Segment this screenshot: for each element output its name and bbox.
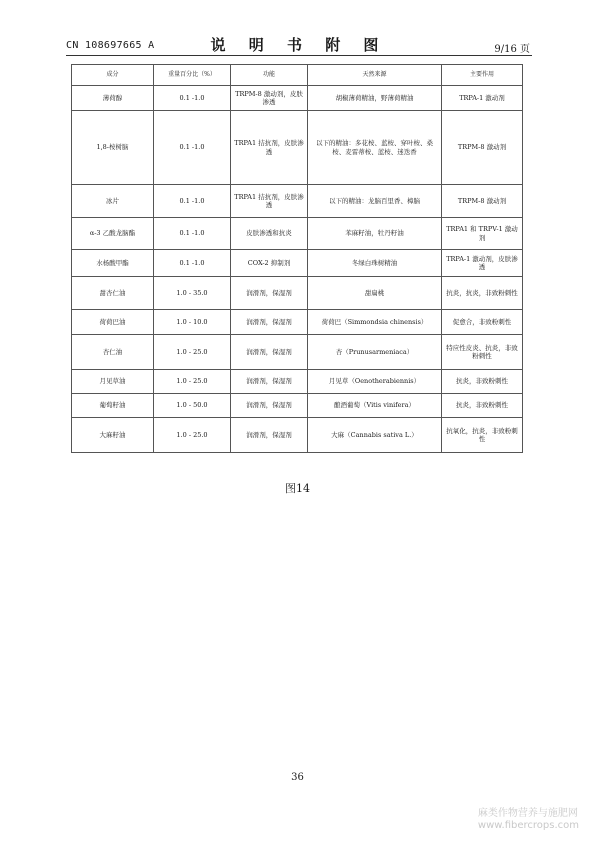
table-cell: 润滑剂，保湿剂	[231, 310, 308, 335]
table-cell: COX-2 抑制剂	[231, 250, 308, 277]
page-header	[66, 33, 532, 56]
table-row	[72, 310, 523, 335]
table-cell: 抗炎，非致粉刺性	[442, 394, 523, 418]
table-cell: 1.0 - 50.0	[154, 394, 231, 418]
table-cell: TRPA1 和 TRPV-1 激动剂	[442, 218, 523, 250]
table-cell: 抗氧化，抗炎，非致粉刺性	[442, 418, 523, 453]
table-cell: 大麻籽油	[72, 418, 154, 453]
table-cell: 水杨酸甲酯	[72, 250, 154, 277]
watermark	[478, 808, 579, 832]
table-cell: 胡椒薄荷精油，野薄荷精油	[308, 86, 442, 111]
table-row	[72, 370, 523, 394]
table-cell: 0.1 -1.0	[154, 185, 231, 218]
table-row	[72, 277, 523, 310]
table-cell: 月见草（Oenotherabiennis）	[308, 370, 442, 394]
column-header-function: 功能	[231, 65, 308, 86]
table-cell: TRPM-8 激动剂	[442, 111, 523, 185]
table-cell: TRPA-1 激动剂	[442, 86, 523, 111]
table-row	[72, 335, 523, 370]
figure-caption: 图14	[285, 482, 310, 495]
table-cell: 0.1 -1.0	[154, 250, 231, 277]
table-cell: 1.0 - 25.0	[154, 418, 231, 453]
table-cell: 薄荷醇	[72, 86, 154, 111]
table-cell: 润滑剂，保湿剂	[231, 335, 308, 370]
table-cell: 冰片	[72, 185, 154, 218]
table-cell: 月见草油	[72, 370, 154, 394]
table-cell: TRPM-8 激动剂，皮肤渗透	[231, 86, 308, 111]
watermark-site-name: 麻类作物营养与施肥网	[477, 808, 578, 819]
page-indicator: 9/16 页	[494, 44, 530, 55]
table-row	[72, 86, 523, 111]
table-cell: 大麻（Cannabis sativa L.）	[308, 418, 442, 453]
page-number: 36	[291, 772, 304, 783]
table-cell: 1.0 - 10.0	[154, 310, 231, 335]
ingredients-table	[71, 64, 523, 453]
table-row	[72, 394, 523, 418]
column-header-natural-source: 天然来源	[308, 65, 442, 86]
table-cell: 润滑剂，保湿剂	[231, 394, 308, 418]
table-cell: 抗炎，抗炎，非致粉刺性	[442, 277, 523, 310]
table-cell: 抗炎，非致粉刺性	[442, 370, 523, 394]
column-header-ingredient: 成分	[72, 65, 154, 86]
table-cell: 以下的精油：多花桉、蓝桉、穿叶桉、桑桉、麦雷蒂桉、蓝桉、迷迭香	[308, 111, 442, 185]
table-row	[72, 250, 523, 277]
table-cell: TRPA1 拮抗剂，皮肤渗透	[231, 185, 308, 218]
table-cell: 甜扁桃	[308, 277, 442, 310]
document-number: CN 108697665 A	[66, 40, 155, 51]
table-cell: 1.0 - 25.0	[154, 335, 231, 370]
table-row	[72, 418, 523, 453]
table-cell: 皮肤渗透和抗炎	[231, 218, 308, 250]
table-row	[72, 111, 523, 185]
table-cell: 0.1 -1.0	[154, 86, 231, 111]
table-cell: 苯麻籽油，牡丹籽油	[308, 218, 442, 250]
table-cell: 荷荷巴油	[72, 310, 154, 335]
table-cell: 润滑剂，保湿剂	[231, 418, 308, 453]
table-row	[72, 185, 523, 218]
table-header-row	[72, 65, 523, 86]
table-cell: 1,8-桉树脑	[72, 111, 154, 185]
table-cell: 润滑剂，保湿剂	[231, 277, 308, 310]
table-cell: 杏（Prunusarmeniaca）	[308, 335, 442, 370]
column-header-main-effect: 主要作用	[442, 65, 523, 86]
table-cell: TRPA1 拮抗剂，皮肤渗透	[231, 111, 308, 185]
table-cell: 特应性皮炎、抗炎，非致粉刺性	[442, 335, 523, 370]
table-cell: 酿酒葡萄（Vitis vinifera）	[308, 394, 442, 418]
table-cell: TRPA-1 激动剂，皮肤渗透	[442, 250, 523, 277]
table-cell: 葡萄籽油	[72, 394, 154, 418]
table-cell: α-3 乙酸龙脑酯	[72, 218, 154, 250]
table-cell: 杏仁油	[72, 335, 154, 370]
table-cell: 0.1 -1.0	[154, 218, 231, 250]
table-cell: 冬绿白珠树精油	[308, 250, 442, 277]
table-cell: 以下的精油：龙脑百里香、樟脑	[308, 185, 442, 218]
table-cell: TRPM-8 激动剂	[442, 185, 523, 218]
table-row	[72, 218, 523, 250]
watermark-url: www.fibercrops.com	[477, 820, 579, 831]
column-header-weight-percent: 重量百分比（%）	[154, 65, 231, 86]
page-title: 说 明 书 附 图	[210, 36, 388, 54]
table-cell: 1.0 - 25.0	[154, 370, 231, 394]
table-cell: 甜杏仁油	[72, 277, 154, 310]
table-cell: 1.0 - 35.0	[154, 277, 231, 310]
table-cell: 促愈合，非致粉刺性	[442, 310, 523, 335]
table-cell: 荷荷巴（Simmondsia chinensis）	[308, 310, 442, 335]
table-cell: 0.1 -1.0	[154, 111, 231, 185]
table-cell: 润滑剂，保湿剂	[231, 370, 308, 394]
